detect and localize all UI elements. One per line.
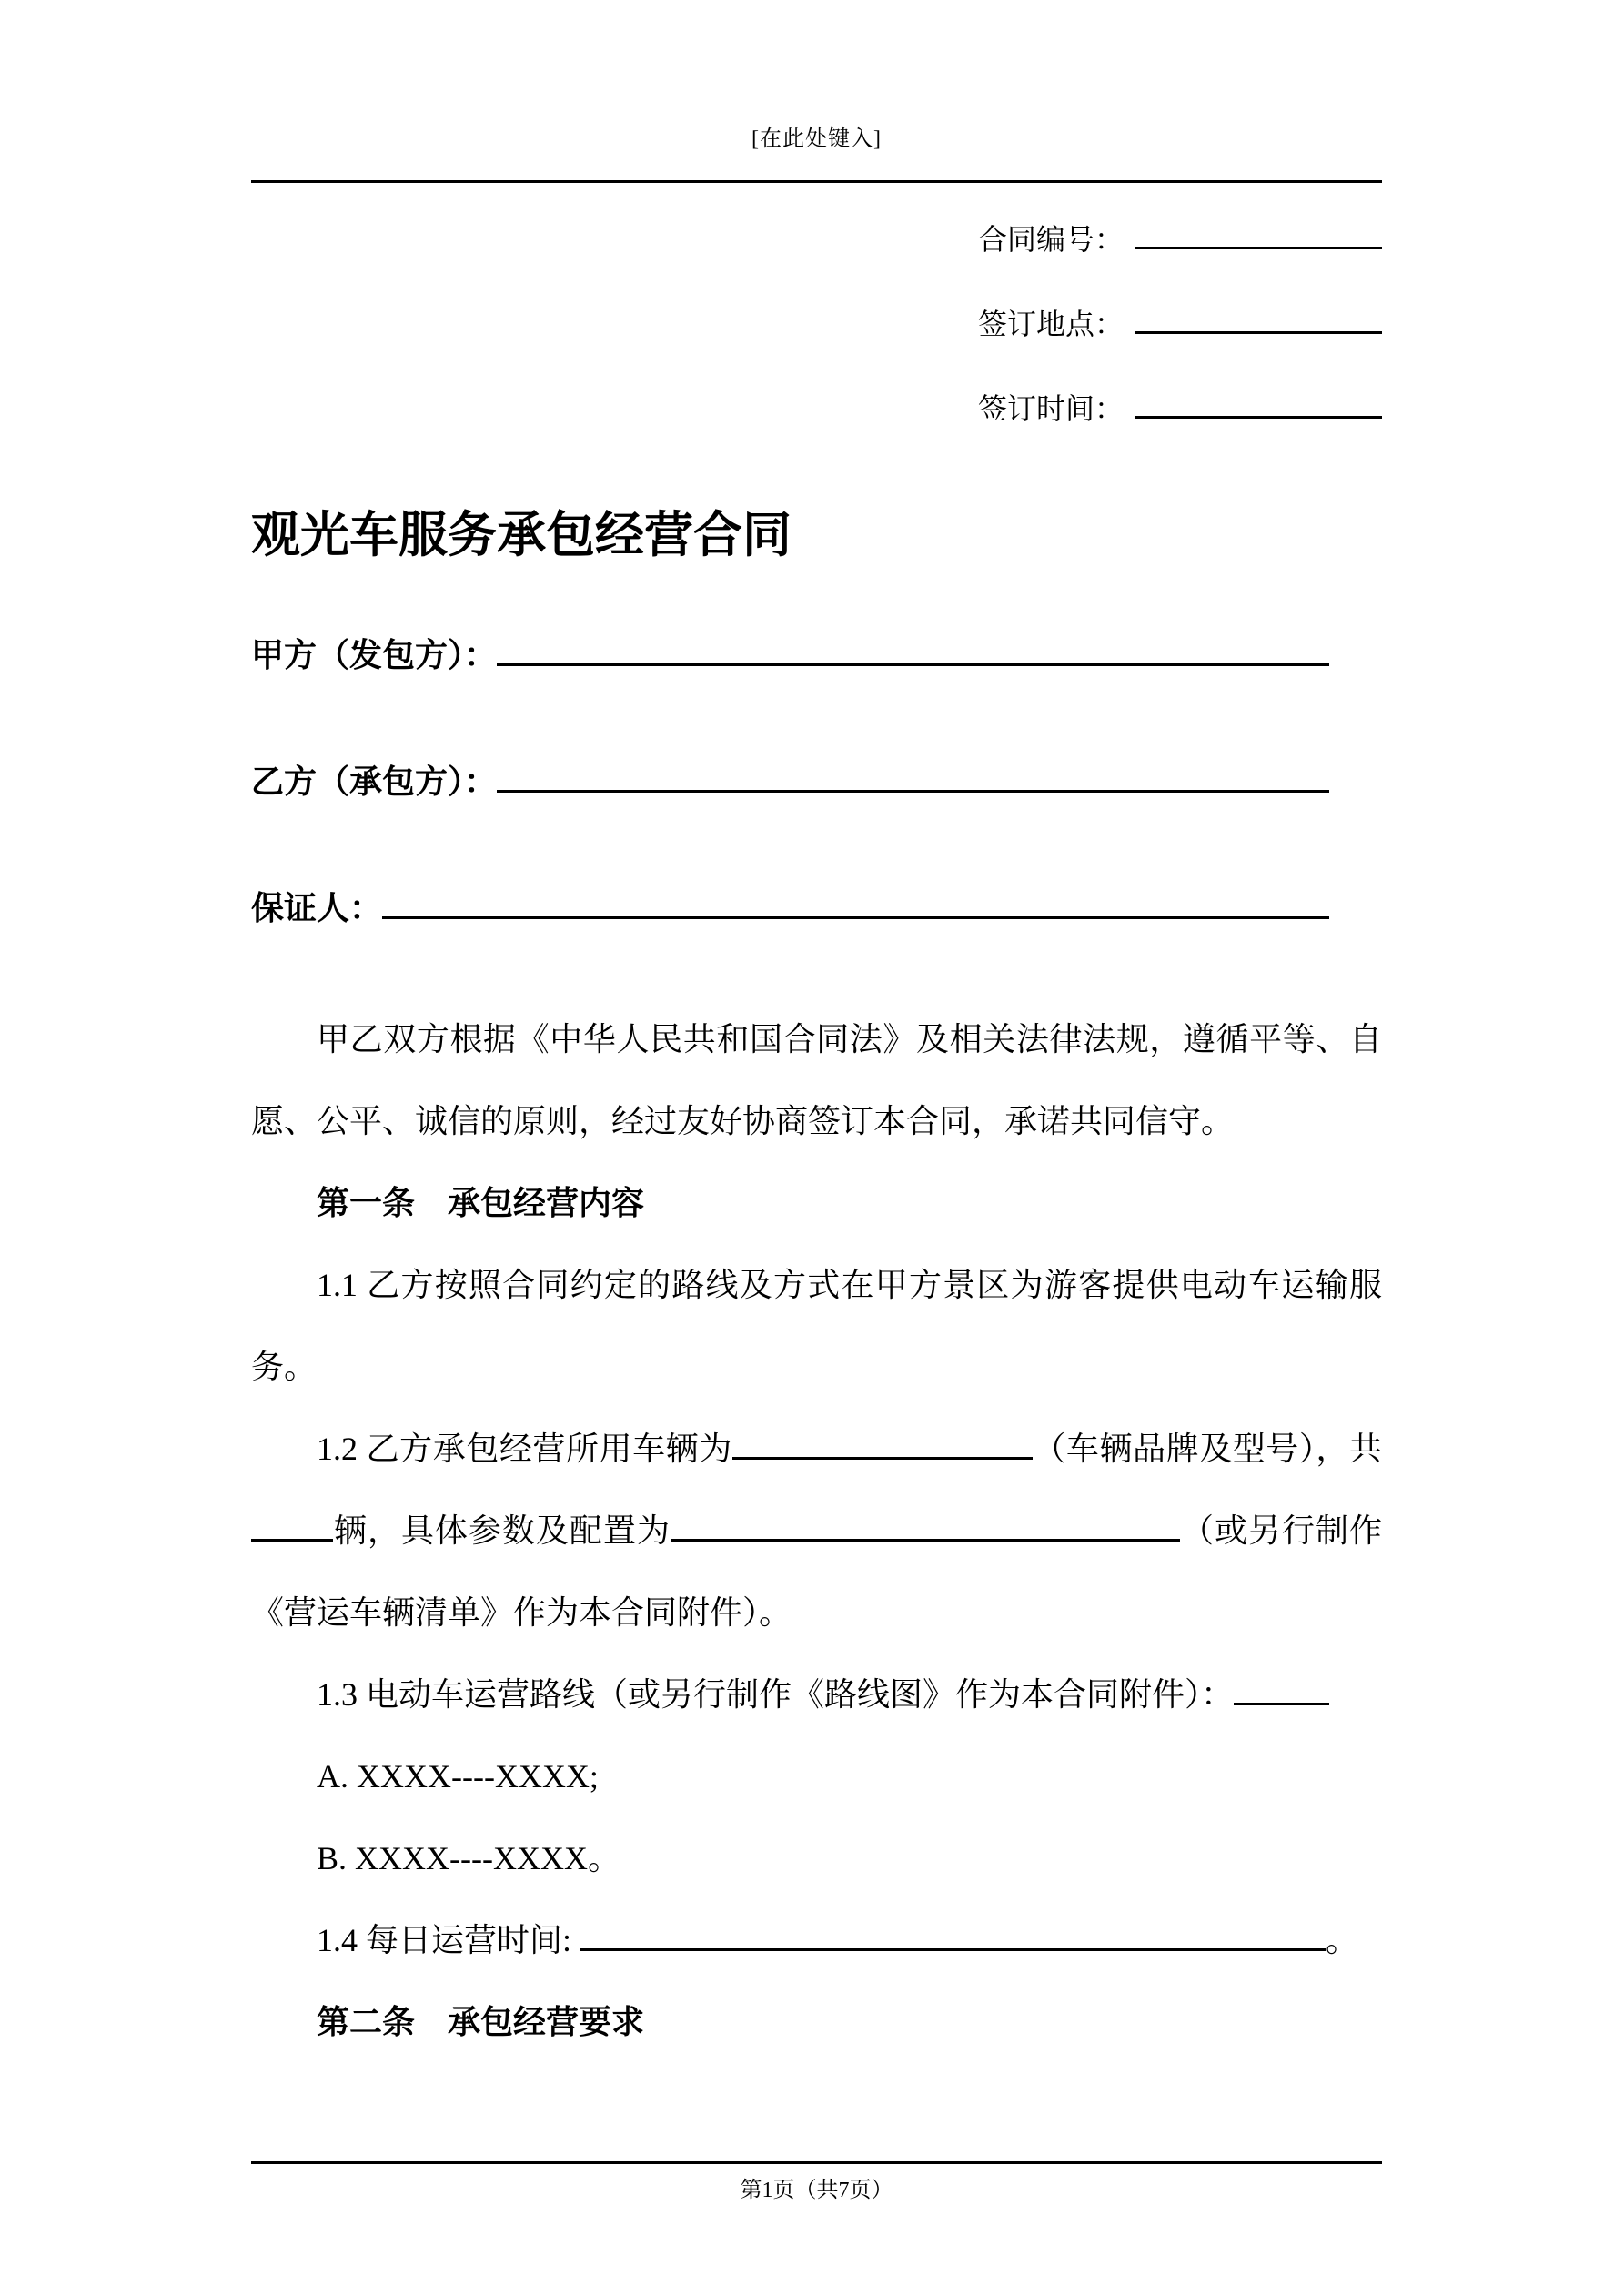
clause-1-4 <box>251 1899 1382 1981</box>
party-b-row <box>251 718 1329 845</box>
route-option-b: B. XXXX----XXXX。 <box>317 1840 620 1876</box>
header-type-here-placeholder[interactable]: [在此处键入] <box>751 127 882 151</box>
party-a-label: 甲方（发包方）： <box>251 636 498 673</box>
contract-number-label: 合同编号： <box>977 223 1124 256</box>
party-b-label: 乙方（承包方）： <box>251 763 498 800</box>
contract-number-row <box>251 197 1382 282</box>
contract-number-blank[interactable] <box>1135 213 1382 249</box>
vehicle-config-blank[interactable] <box>671 1536 1180 1542</box>
contract-meta-block <box>251 197 1382 451</box>
party-a-blank[interactable] <box>497 630 1329 666</box>
party-block <box>251 592 1382 971</box>
signing-place-blank[interactable] <box>1135 298 1382 334</box>
signing-place-label: 签订地点： <box>977 308 1124 340</box>
page-footer <box>251 2161 1382 2204</box>
clause-1-2-seg2: （车辆品牌及型号），共 <box>1032 1431 1382 1467</box>
clause-1-3 <box>251 1654 1382 1735</box>
vehicle-count-blank[interactable] <box>251 1536 333 1542</box>
signing-place-row <box>251 282 1382 367</box>
section-1-heading: 第一条 承包经营内容 <box>317 1184 645 1221</box>
operating-hours-blank[interactable] <box>580 1946 1326 1951</box>
party-b-blank[interactable] <box>497 756 1329 793</box>
page-header <box>251 0 1382 183</box>
guarantor-blank[interactable] <box>382 883 1329 919</box>
signing-date-blank[interactable] <box>1135 382 1382 419</box>
clause-1-4-period: 。 <box>1326 1922 1359 1958</box>
guarantor-row <box>251 845 1329 971</box>
clause-1-3-text: 1.3 电动车运营路线（或另行制作《路线图》作为本合同附件）： <box>317 1676 1235 1713</box>
page-number-indicator: 第1页（共7页） <box>740 2179 893 2202</box>
clause-1-1: 1.1 乙方按照合同约定的路线及方式在甲方景区为游客提供电动车运输服务。 <box>251 1267 1382 1385</box>
party-a-row <box>251 592 1329 718</box>
intro-paragraph: 甲乙双方根据《中华人民共和国合同法》及相关法律法规，遵循平等、自愿、公平、诚信的原则，经过友好协商签订本合同，承诺共同信守。 <box>251 1021 1382 1139</box>
clause-1-2-seg4: （或另行制作《营运车辆清单》作为本合同附件）。 <box>251 1512 1382 1631</box>
contract-title: 观光车服务承包经营合同 <box>251 508 792 562</box>
route-option-a: A. XXXX----XXXX; <box>317 1758 599 1795</box>
guarantor-label: 保证人： <box>251 889 383 926</box>
clause-1-2 <box>251 1408 1382 1654</box>
clause-1-2-seg1: 1.2 乙方承包经营所用车辆为 <box>317 1431 732 1467</box>
signing-date-row <box>251 367 1382 451</box>
route-attachment-blank[interactable] <box>1234 1700 1329 1705</box>
clause-1-4-text: 1.4 每日运营时间: <box>317 1922 580 1958</box>
clause-1-2-seg3: 辆，具体参数及配置为 <box>333 1512 671 1549</box>
vehicle-model-blank[interactable] <box>732 1454 1033 1460</box>
signing-date-label: 签订时间： <box>977 392 1124 425</box>
section-2-heading: 第二条 承包经营要求 <box>317 2003 645 2040</box>
